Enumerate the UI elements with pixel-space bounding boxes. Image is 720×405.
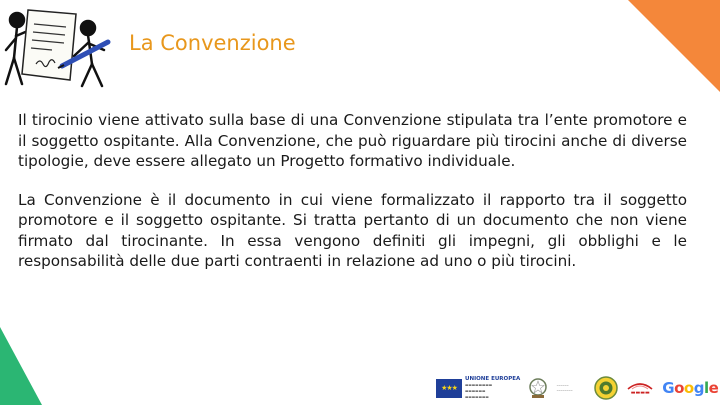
paragraph-2: La Convenzione è il documento in cui viene formalizzato il rapporto tra il soggetto promotore e il soggetto ospitante. Si tratta pertanto di un documento che non viene firmato dal tirocinante. In essa vengono definiti gli impegni, gli obblighi e le responsabilità delle due parti contraenti in relazione ad uno o più tirocini. [18, 190, 687, 270]
italian-republic-emblem-icon [528, 377, 548, 399]
google-logo [662, 379, 718, 397]
corner-decoration-top-right [628, 0, 720, 92]
google-letter: G [662, 379, 675, 397]
corner-decoration-bottom-left [0, 327, 42, 405]
body-text [18, 110, 687, 290]
google-letter: l [703, 379, 709, 397]
google-letter: o [674, 379, 684, 397]
google-letter: g [693, 379, 704, 397]
region-logo: ▬▬▬▬ [626, 381, 654, 396]
google-letter: o [683, 379, 694, 397]
signing-contract-clipart-icon [0, 6, 122, 90]
google-letter: e [708, 379, 719, 397]
eu-flag-icon: ★★★ [436, 379, 462, 398]
eu-title: UNIONE EUROPEA [465, 376, 521, 382]
round-badge-logo-icon [594, 376, 618, 400]
eu-logo: ★★★ UNIONE EUROPEA ▬▬▬▬▬▬▬▬ ▬▬▬▬▬▬ ▬▬▬▬▬▬▬ [436, 376, 520, 400]
page-title: La Convenzione [129, 31, 296, 55]
paragraph-1: Il tirocinio viene attivato sulla base di una Convenzione stipulata tra l’ente promotore e il soggetto ospitante. Alla Convenzione, che può riguardare più tirocini anche di diverse tipologie, deve essere allegato un Progetto formativo individuale. [18, 111, 687, 170]
ministry-signature: 〰〰〰 〰〰〰〰 [556, 383, 573, 393]
footer-logos [436, 375, 718, 401]
